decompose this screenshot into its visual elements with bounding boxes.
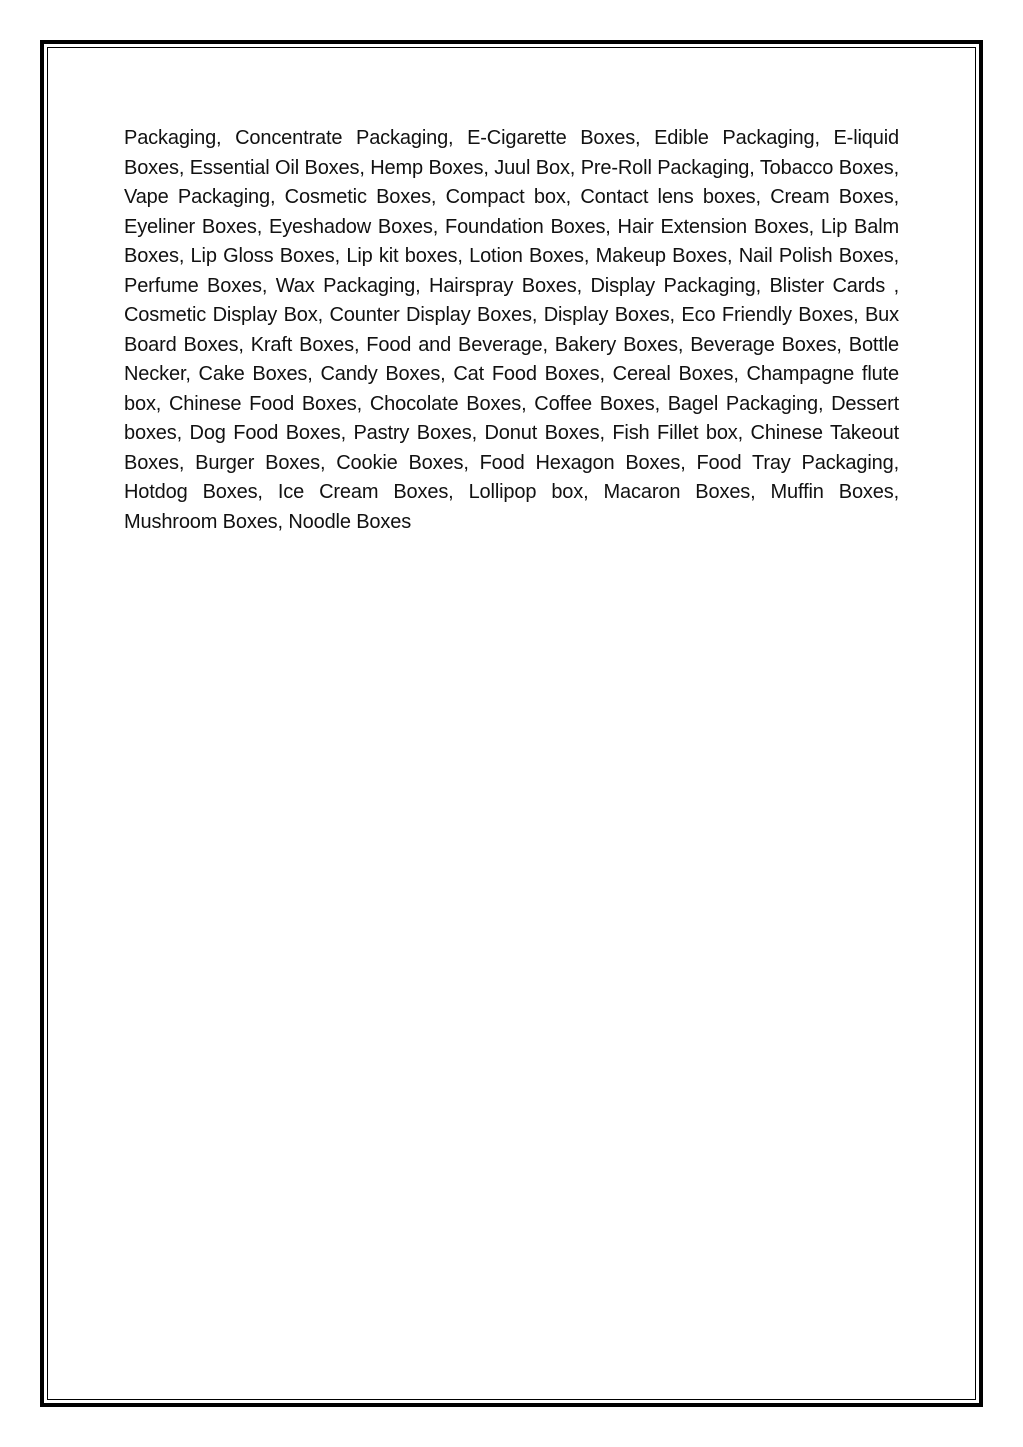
body-paragraph: Packaging, Concentrate Packaging, E-Cigarette Boxes, Edible Packaging, E-liquid Boxes, Essential Oil Boxes, Hemp Boxes, Juul Box, Pre-Roll Packaging, Tobacco Boxes, Vape Packaging, Cosmetic Boxes, Compact box, Contact lens boxes, Cream Boxes, Eyeliner Boxes, Eyeshadow Boxes, Foundation Boxes, Hair Extension Boxes, Lip Balm Boxes, Lip Gloss Boxes, Lip kit boxes, Lotion Boxes, Makeup Boxes, Nail Polish Boxes, Perfume Boxes, Wax Packaging, Hairspray Boxes, Display Packaging, Blister Cards , Cosmetic Display Box, Counter Display Boxes, Display Boxes, Eco Friendly Boxes, Bux Board Boxes, Kraft Boxes, Food and Beverage, Bakery Boxes, Beverage Boxes, Bottle Necker, Cake Boxes, Candy Boxes, Cat Food Boxes, Cereal Boxes, Champagne flute box, Chinese Food Boxes, Chocolate Boxes, Coffee Boxes, Bagel Packaging, Dessert boxes, Dog Food Boxes, Pastry Boxes, Donut Boxes, Fish Fillet box, Chinese Takeout Boxes, Burger Boxes, Cookie Boxes, Food Hexagon Boxes, Food Tray Packaging, Hotdog Boxes, Ice Cream Boxes, Lollipop box, Macaron Boxes, Muffin Boxes, Mushroom Boxes, Noodle Boxes	[124, 127, 899, 533]
